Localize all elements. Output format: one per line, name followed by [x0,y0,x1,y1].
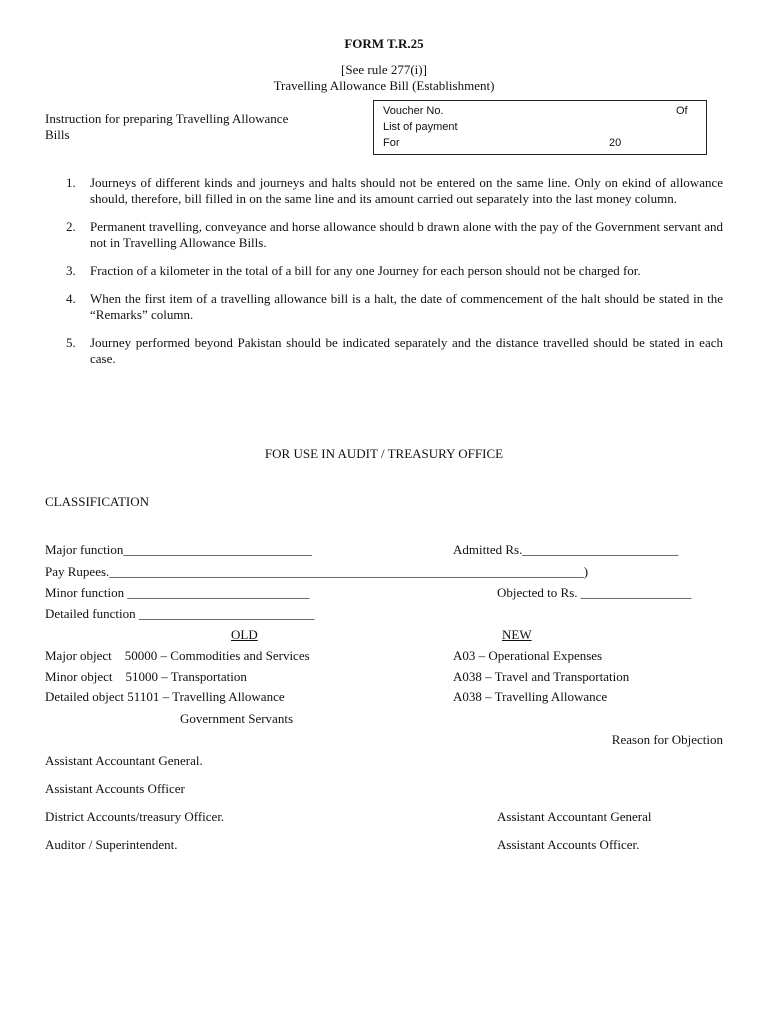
signatory-right: Assistant Accountant General [497,809,652,824]
instruction-heading-line1: Instruction for preparing Travelling Allowance [45,111,289,126]
rule-reference: [See rule 277(i)] [341,62,427,77]
old-object-continuation: Government Servants [180,711,294,726]
voucher-of-label: Of [676,105,688,117]
new-column-heading: NEW [502,627,532,642]
instruction-number: 5. [66,335,76,350]
reason-for-objection: Reason for Objection [611,732,723,747]
new-object-row: A03 – Operational Expenses [453,648,603,663]
old-object-row: Minor object 51000 – Transportation [45,669,247,684]
instruction-item [66,219,723,251]
instruction-number: 3. [66,263,76,278]
audit-heading: FOR USE IN AUDIT / TREASURY OFFICE [264,446,504,461]
signatory-left: Auditor / Superintendent. [45,837,178,852]
minor-function-field[interactable]: Minor function ____________________________ [45,585,310,600]
instruction-item [66,291,723,323]
instructions-list [66,175,723,379]
signatory-left: Assistant Accounts Officer [45,781,185,796]
instruction-text: Journeys of different kinds and journeys and halts should not be entered on the same line. Only on ekind of allowance should, therefore, bill filled in on the same line and its amount carried out separately into the last money column. [90,175,723,206]
new-object-row: A038 – Travelling Allowance [453,689,608,704]
old-object-row: Major object 50000 – Commodities and Services [45,648,310,663]
instruction-item [66,263,723,279]
old-column-heading: OLD [231,627,258,642]
instruction-text: Permanent travelling, conveyance and horse allowance should b drawn alone with the pay of the Government servant and not in Travelling Allowance Bills. [90,219,723,250]
instruction-item [66,175,723,207]
instruction-text: Journey performed beyond Pakistan should be indicated separately and the distance travelled should be stated in each case. [90,335,723,366]
list-of-payment-label: List of payment [383,121,458,133]
instruction-heading-line2: Bills [45,127,70,142]
new-object-row: A038 – Travel and Transportation [453,669,630,684]
admitted-field[interactable]: Admitted Rs.________________________ [453,542,679,557]
instruction-text: When the first item of a travelling allowance bill is a halt, the date of commencement of the halt should be stated in the “Remarks” column. [90,291,723,322]
instruction-item [66,335,723,367]
signatory-right: Assistant Accounts Officer. [497,837,640,852]
instruction-text: Fraction of a kilometer in the total of a bill for any one Journey for each person should not be charged for. [90,263,641,278]
detailed-function-field[interactable]: Detailed function ___________________________ [45,606,315,621]
voucher-number-label: Voucher No. [383,105,444,117]
form-subtitle: Travelling Allowance Bill (Establishment) [273,78,495,93]
voucher-for-label: For [383,137,400,149]
voucher-year-label: 20 [609,137,622,149]
major-function-field[interactable]: Major function_____________________________ [45,542,312,557]
pay-rupees-field[interactable]: Pay Rupees._________________________________________________________________________) [45,564,589,579]
instruction-number: 4. [66,291,76,306]
instruction-number: 1. [66,175,76,190]
instruction-number: 2. [66,219,76,234]
classification-heading: CLASSIFICATION [45,494,150,509]
form-title: FORM T.R.25 [344,36,424,51]
old-object-row: Detailed object 51101 – Travelling Allowance [45,689,285,704]
voucher-box [373,100,707,155]
signatory-left: District Accounts/treasury Officer. [45,809,225,824]
objected-field[interactable]: Objected to Rs. _________________ [497,585,692,600]
signatory-left: Assistant Accountant General. [45,753,203,768]
